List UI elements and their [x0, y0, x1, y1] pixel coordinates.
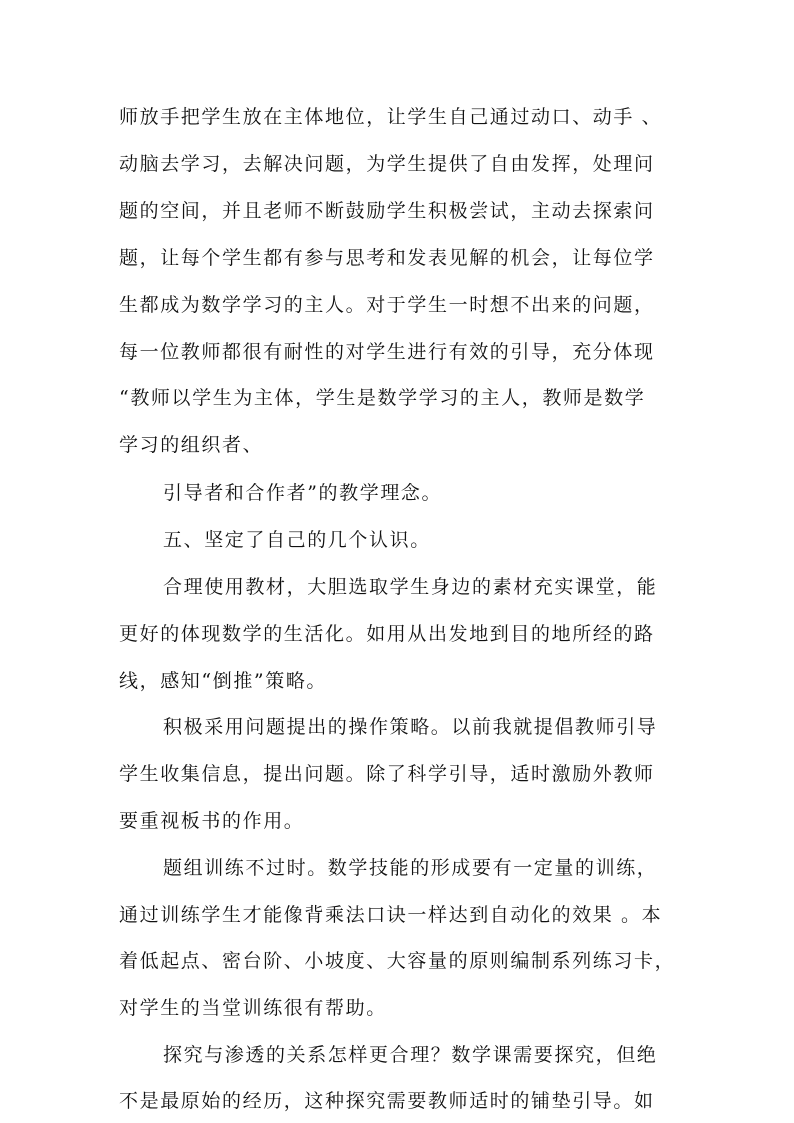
- text-line: 生都成为数学学习的主人。对于学生一时想不出来的问题，: [119, 294, 655, 316]
- text-line: 师放手把学生放在主体地位，让学生自己通过动口、动手 、: [119, 106, 663, 128]
- text-line: 引导者和合作者”的教学理念。: [163, 482, 443, 504]
- text-line: 学生收集信息，提出问题。除了科学引导，适时激励外教师: [119, 763, 655, 785]
- text-line: 更好的体现数学的生活化。如用从出发地到目的地所经的路: [119, 623, 655, 645]
- text-line: 探究与渗透的关系怎样更合理？数学课需要探究，但绝: [163, 1044, 658, 1066]
- text-line: 对学生的当堂训练很有帮助。: [119, 997, 387, 1019]
- text-line: 题组训练不过时。数学技能的形成要有一定量的训练，: [163, 857, 658, 879]
- text-line: 要重视板书的作用。: [119, 810, 305, 832]
- text-line: 动脑去学习，去解决问题，为学生提供了自由发挥，处理问: [119, 153, 655, 175]
- text-line: 题，让每个学生都有参与思考和发表见解的机会，让每位学: [119, 247, 655, 269]
- text-line: 合理使用教材，大胆选取学生身边的素材充实课堂，能: [163, 576, 658, 598]
- section-heading: 五、坚定了自己的几个认识。: [163, 529, 431, 551]
- text-line: 通过训练学生才能像背乘法口诀一样达到自动化的效果 。本: [119, 904, 663, 926]
- text-line: 线，感知“倒推”策略。: [119, 670, 328, 692]
- text-line: 积极采用问题提出的操作策略。以前我就提倡教师引导: [163, 716, 658, 738]
- text-line: 题的空间，并且老师不断鼓励学生积极尝试，主动去探索问: [119, 200, 655, 222]
- text-line: 每一位教师都很有耐性的对学生进行有效的引导，充分体现: [119, 341, 655, 363]
- text-line: “教师以学生为主体，学生是数学学习的主人，教师是数学: [119, 387, 646, 409]
- text-line: 着低起点、密台阶、小坡度、大容量的原则编制系列练习卡，: [119, 950, 676, 972]
- text-line: 不是最原始的经历，这种探究需要教师适时的铺垫引导。如: [119, 1090, 655, 1112]
- text-line: 学习的组织者、: [119, 434, 264, 456]
